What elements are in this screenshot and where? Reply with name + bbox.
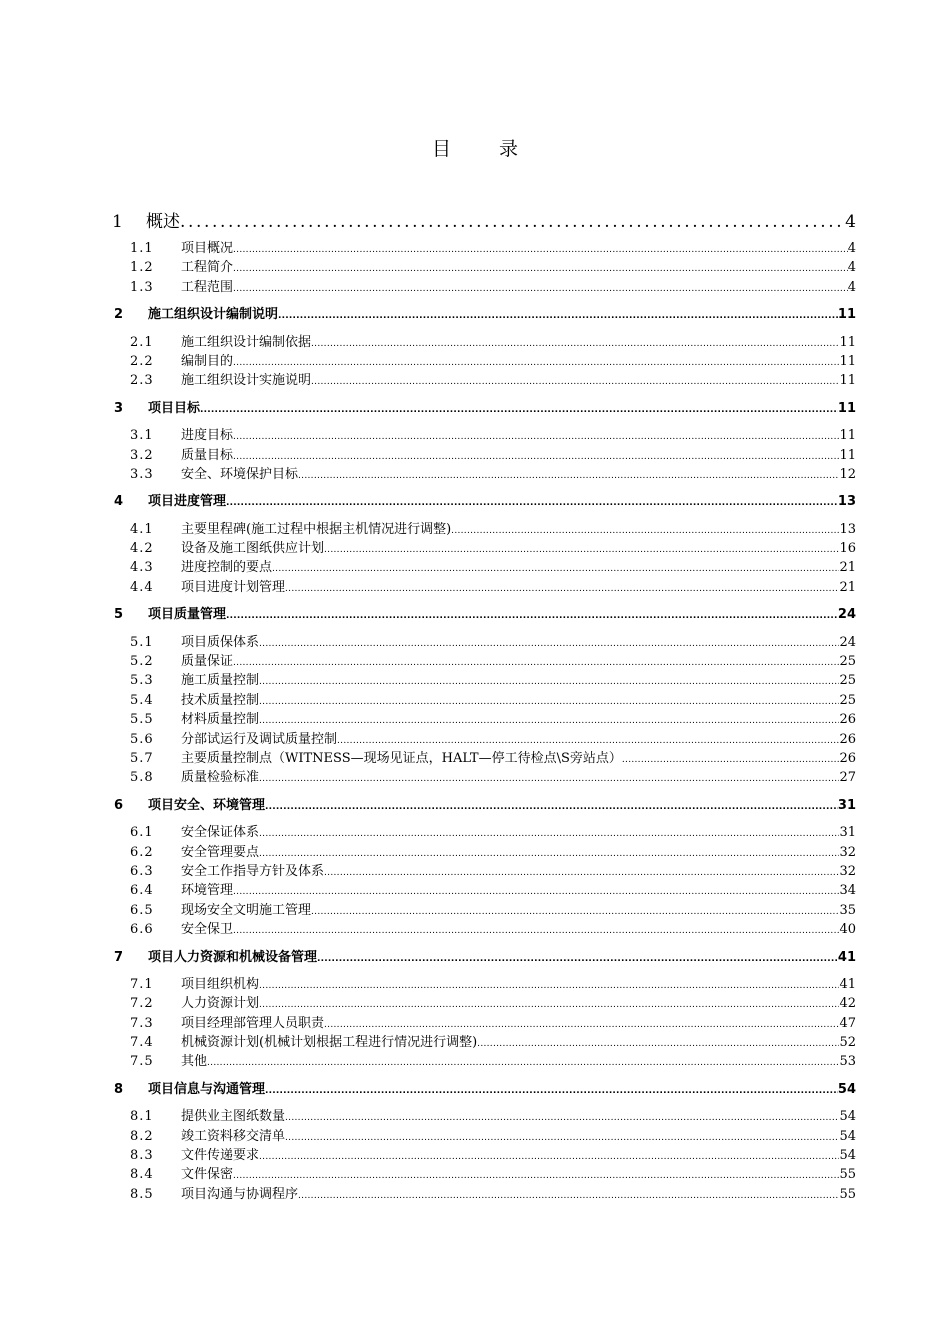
toc-entry[interactable] <box>112 1078 856 1097</box>
toc-entry-label: 安全管理要点 <box>181 844 260 860</box>
toc-entry-number: 6.1 <box>130 825 154 841</box>
toc-entry-number: 6.4 <box>130 883 154 899</box>
toc-entry-page-number: 32 <box>839 844 856 860</box>
toc-entry-label: 项目经理部管理人员职责 <box>181 1015 325 1031</box>
toc-entry-label: 材料质量控制 <box>181 712 260 728</box>
toc-entry-label: 项目人力资源和机械设备管理 <box>148 949 318 965</box>
toc-subentry[interactable] <box>112 708 856 727</box>
toc-subentry[interactable] <box>112 631 856 650</box>
toc-entry-number: 4.3 <box>130 560 154 576</box>
toc-entry-label: 项目质保体系 <box>181 634 260 650</box>
toc-entry-label: 项目进度管理 <box>148 494 227 510</box>
dot-leader <box>337 732 839 747</box>
toc-entry-page-number: 26 <box>839 750 856 766</box>
dot-leader <box>180 212 845 232</box>
dot-leader <box>259 1148 839 1163</box>
toc-subentry[interactable] <box>112 518 856 537</box>
dot-leader <box>233 241 848 256</box>
dot-leader <box>311 373 839 388</box>
table-of-contents <box>112 207 856 1202</box>
dot-leader <box>259 673 839 688</box>
toc-subentry[interactable] <box>112 1183 856 1202</box>
page-title: 目 录 <box>431 138 519 160</box>
toc-entry-number: 8.2 <box>130 1128 154 1144</box>
toc-entry-number: 1.2 <box>130 260 154 276</box>
toc-entry-page-number: 26 <box>839 731 856 747</box>
toc-subentry[interactable] <box>112 747 856 766</box>
toc-entry-page-number: 13 <box>837 494 856 510</box>
toc-entry-label: 施工组织设计编制依据 <box>181 334 312 350</box>
dot-leader <box>324 541 839 556</box>
toc-entry-number: 3 <box>114 400 124 416</box>
toc-entry-page-number: 13 <box>839 521 856 537</box>
toc-subentry[interactable] <box>112 1012 856 1031</box>
toc-entry-label: 项目概况 <box>181 241 234 256</box>
toc-entry-label: 项目目标 <box>148 400 201 416</box>
toc-entry-label: 概述 <box>146 212 180 232</box>
dot-leader <box>324 864 839 879</box>
toc-entry-page-number: 24 <box>839 634 856 650</box>
toc-subentry[interactable] <box>112 556 856 575</box>
toc-entry-number: 3.3 <box>130 466 154 482</box>
toc-entry-page-number: 52 <box>839 1035 856 1051</box>
toc-entry-number: 6.6 <box>130 922 154 938</box>
toc-entry[interactable] <box>112 794 856 813</box>
toc-entry-label: 施工组织设计编制说明 <box>148 307 279 323</box>
toc-subentry[interactable] <box>112 689 856 708</box>
dot-leader <box>233 883 839 898</box>
dot-leader <box>622 751 840 766</box>
dot-leader <box>265 1082 838 1097</box>
toc-subentry[interactable] <box>112 237 856 256</box>
toc-subentry[interactable] <box>112 444 856 463</box>
dot-leader <box>477 1035 839 1050</box>
toc-entry-number: 7.3 <box>130 1015 154 1031</box>
toc-subentry[interactable] <box>112 1144 856 1163</box>
dot-leader <box>324 1016 839 1031</box>
toc-subentry[interactable] <box>112 1105 856 1124</box>
toc-entry-number: 8.4 <box>130 1167 154 1183</box>
dot-leader <box>233 428 839 443</box>
toc-entry-label: 质量检验标准 <box>181 770 260 786</box>
toc-entry-label: 设备及施工图纸供应计划 <box>181 541 325 557</box>
toc-entry-page-number: 11 <box>839 447 856 463</box>
toc-entry[interactable] <box>112 207 856 237</box>
toc-entry-number: 8.3 <box>130 1148 154 1164</box>
toc-entry-page-number: 42 <box>839 996 856 1012</box>
toc-entry-page-number: 4 <box>847 241 856 256</box>
toc-subentry[interactable] <box>112 350 856 369</box>
toc-entry-page-number: 32 <box>839 863 856 879</box>
toc-entry-label: 质量保证 <box>181 654 234 670</box>
toc-entry-number: 1.1 <box>130 241 154 256</box>
dot-leader <box>259 845 839 860</box>
dot-leader <box>233 1167 839 1182</box>
toc-entry-page-number: 25 <box>839 692 856 708</box>
dot-leader <box>451 522 839 537</box>
toc-entry-page-number: 26 <box>839 712 856 728</box>
toc-entry-page-number: 11 <box>839 353 856 369</box>
toc-entry-label: 主要质量控制点（WITNESS—现场见证点，HALT—停工待检点\S旁站点） <box>181 750 622 766</box>
toc-entry-number: 5.3 <box>130 673 154 689</box>
toc-subentry[interactable] <box>112 992 856 1011</box>
toc-entry-page-number: 54 <box>839 1109 856 1125</box>
toc-entry-number: 6.5 <box>130 902 154 918</box>
toc-entry-number: 3.1 <box>130 428 154 444</box>
dot-leader <box>259 693 839 708</box>
toc-entry-label: 项目安全、环境管理 <box>148 797 266 813</box>
toc-entry-number: 2.3 <box>130 373 154 389</box>
toc-subentry[interactable] <box>112 728 856 747</box>
toc-subentry[interactable] <box>112 918 856 937</box>
toc-entry-label: 提供业主图纸数量 <box>181 1109 286 1125</box>
toc-entry-number: 1 <box>112 212 123 232</box>
toc-entry-number: 5.1 <box>130 634 154 650</box>
toc-entry-page-number: 35 <box>839 902 856 918</box>
toc-entry-number: 5.8 <box>130 770 154 786</box>
toc-subentry[interactable] <box>112 860 856 879</box>
toc-entry-page-number: 31 <box>837 797 856 813</box>
toc-subentry[interactable] <box>112 650 856 669</box>
dot-leader <box>298 1187 839 1202</box>
toc-entry-page-number: 47 <box>839 1015 856 1031</box>
dot-leader <box>311 903 839 918</box>
toc-entry-label: 工程范围 <box>181 279 234 295</box>
toc-subentry[interactable] <box>112 1031 856 1050</box>
toc-entry-label: 安全保证体系 <box>181 825 260 841</box>
toc-entry-label: 编制目的 <box>181 353 234 369</box>
toc-entry-label: 机械资源计划(机械计划根据工程进行情况进行调整) <box>181 1035 478 1051</box>
toc-subentry[interactable] <box>112 1050 856 1069</box>
toc-entry-label: 项目组织机构 <box>181 976 260 992</box>
toc-entry-number: 5 <box>114 607 124 623</box>
toc-subentry[interactable] <box>112 899 856 918</box>
toc-entry-page-number: 16 <box>839 541 856 557</box>
toc-subentry[interactable] <box>112 1163 856 1182</box>
toc-subentry[interactable] <box>112 463 856 482</box>
toc-entry-label: 其他 <box>181 1054 208 1070</box>
toc-entry-number: 7.1 <box>130 976 154 992</box>
toc-entry-number: 5.4 <box>130 692 154 708</box>
dot-leader <box>226 494 838 509</box>
toc-entry-label: 主要里程碑(施工过程中根据主机情况进行调整) <box>181 521 452 537</box>
toc-entry-page-number: 11 <box>839 428 856 444</box>
toc-entry-label: 文件保密 <box>181 1167 234 1183</box>
toc-entry-number: 3.2 <box>130 447 154 463</box>
dot-leader <box>272 560 839 575</box>
toc-entry-label: 环境管理 <box>181 883 234 899</box>
toc-entry-page-number: 55 <box>839 1167 856 1183</box>
toc-entry-number: 5.6 <box>130 731 154 747</box>
toc-entry-label: 安全工作指导方针及体系 <box>181 863 325 879</box>
dot-leader <box>207 1054 839 1069</box>
toc-subentry[interactable] <box>112 841 856 860</box>
toc-entry-page-number: 54 <box>839 1128 856 1144</box>
toc-entry-number: 5.2 <box>130 654 154 670</box>
toc-entry-page-number: 34 <box>839 883 856 899</box>
toc-entry-page-number: 40 <box>839 922 856 938</box>
toc-subentry[interactable] <box>112 369 856 388</box>
dot-leader <box>278 307 838 322</box>
dot-leader <box>226 607 838 622</box>
toc-entry-label: 质量目标 <box>181 447 234 463</box>
toc-entry-label: 施工组织设计实施说明 <box>181 373 312 389</box>
toc-entry-label: 安全、环境保护目标 <box>181 466 299 482</box>
toc-entry-label: 项目质量管理 <box>148 607 227 623</box>
toc-entry-page-number: 4 <box>845 212 856 232</box>
toc-entry[interactable] <box>112 946 856 965</box>
toc-entry[interactable] <box>112 397 856 416</box>
dot-leader <box>285 580 839 595</box>
toc-entry-page-number: 25 <box>839 654 856 670</box>
toc-entry-page-number: 11 <box>837 400 856 416</box>
toc-entry-label: 进度目标 <box>181 428 234 444</box>
toc-entry-page-number: 41 <box>839 976 856 992</box>
toc-entry-page-number: 41 <box>837 949 856 965</box>
toc-entry-label: 人力资源计划 <box>181 996 260 1012</box>
toc-entry-label: 现场安全文明施工管理 <box>181 902 312 918</box>
dot-leader <box>285 1129 839 1144</box>
toc-entry-number: 4.2 <box>130 541 154 557</box>
toc-entry-label: 安全保卫 <box>181 922 234 938</box>
toc-entry-page-number: 11 <box>839 373 856 389</box>
toc-entry-label: 项目信息与沟通管理 <box>148 1081 266 1097</box>
dot-leader <box>233 922 839 937</box>
toc-entry-page-number: 54 <box>837 1081 856 1097</box>
dot-leader <box>259 996 839 1011</box>
dot-leader <box>259 825 839 840</box>
dot-leader <box>317 950 838 965</box>
toc-subentry[interactable] <box>112 576 856 595</box>
toc-subentry[interactable] <box>112 821 856 840</box>
toc-entry-number: 8.1 <box>130 1109 154 1125</box>
toc-subentry[interactable] <box>112 424 856 443</box>
toc-entry-number: 8 <box>114 1081 124 1097</box>
toc-entry-label: 施工质量控制 <box>181 673 260 689</box>
toc-entry-page-number: 24 <box>837 607 856 623</box>
dot-leader <box>233 354 839 369</box>
toc-entry-label: 项目进度计划管理 <box>181 579 286 595</box>
toc-entry-page-number: 12 <box>839 466 856 482</box>
dot-leader <box>233 448 839 463</box>
dot-leader <box>259 770 839 785</box>
toc-entry-page-number: 53 <box>839 1054 856 1070</box>
dot-leader <box>259 712 839 727</box>
dot-leader <box>259 635 839 650</box>
toc-entry[interactable] <box>112 603 856 622</box>
toc-subentry[interactable] <box>112 276 856 295</box>
toc-subentry[interactable] <box>112 1125 856 1144</box>
toc-entry-page-number: 31 <box>839 825 856 841</box>
toc-entry[interactable] <box>112 303 856 322</box>
toc-entry-page-number: 4 <box>847 279 856 295</box>
toc-entry-label: 工程简介 <box>181 260 234 276</box>
toc-entry-number: 6.2 <box>130 844 154 860</box>
toc-subentry[interactable] <box>112 973 856 992</box>
toc-subentry[interactable] <box>112 256 856 275</box>
dot-leader <box>265 798 838 813</box>
dot-leader <box>233 260 848 275</box>
toc-entry-label: 进度控制的要点 <box>181 560 273 576</box>
toc-entry-page-number: 21 <box>839 579 856 595</box>
toc-entry-label: 竣工资料移交清单 <box>181 1128 286 1144</box>
toc-subentry[interactable] <box>112 331 856 350</box>
toc-entry-number: 7.2 <box>130 996 154 1012</box>
toc-entry-number: 7.5 <box>130 1054 154 1070</box>
toc-entry-number: 4 <box>114 494 124 510</box>
toc-entry-page-number: 21 <box>839 560 856 576</box>
toc-entry-number: 6 <box>114 797 124 813</box>
toc-entry-page-number: 54 <box>839 1148 856 1164</box>
dot-leader <box>200 401 838 416</box>
toc-entry-number: 1.3 <box>130 279 154 295</box>
toc-entry-number: 2 <box>114 307 124 323</box>
toc-entry-number: 4.1 <box>130 521 154 537</box>
toc-entry-page-number: 11 <box>839 334 856 350</box>
toc-entry-page-number: 4 <box>847 260 856 276</box>
toc-entry-label: 技术质量控制 <box>181 692 260 708</box>
dot-leader <box>285 1109 839 1124</box>
toc-entry-label: 分部试运行及调试质量控制 <box>181 731 338 747</box>
toc-entry-number: 4.4 <box>130 579 154 595</box>
toc-subentry[interactable] <box>112 766 856 785</box>
toc-entry-label: 文件传递要求 <box>181 1148 260 1164</box>
toc-entry-number: 2.2 <box>130 353 154 369</box>
toc-entry-page-number: 55 <box>839 1186 856 1202</box>
toc-subentry[interactable] <box>112 537 856 556</box>
toc-entry-page-number: 11 <box>837 307 856 323</box>
toc-entry-number: 8.5 <box>130 1186 154 1202</box>
dot-leader <box>233 654 839 669</box>
toc-entry[interactable] <box>112 490 856 509</box>
toc-entry-number: 7.4 <box>130 1035 154 1051</box>
toc-entry-number: 2.1 <box>130 334 154 350</box>
dot-leader <box>233 280 848 295</box>
dot-leader <box>298 467 839 482</box>
toc-entry-number: 5.5 <box>130 712 154 728</box>
dot-leader <box>311 335 839 350</box>
toc-entry-number: 7 <box>114 949 124 965</box>
toc-entry-page-number: 25 <box>839 673 856 689</box>
toc-subentry[interactable] <box>112 879 856 898</box>
toc-entry-number: 6.3 <box>130 863 154 879</box>
toc-subentry[interactable] <box>112 669 856 688</box>
toc-entry-page-number: 27 <box>839 770 856 786</box>
toc-entry-label: 项目沟通与协调程序 <box>181 1186 299 1202</box>
dot-leader <box>259 977 839 992</box>
toc-entry-number: 5.7 <box>130 750 154 766</box>
